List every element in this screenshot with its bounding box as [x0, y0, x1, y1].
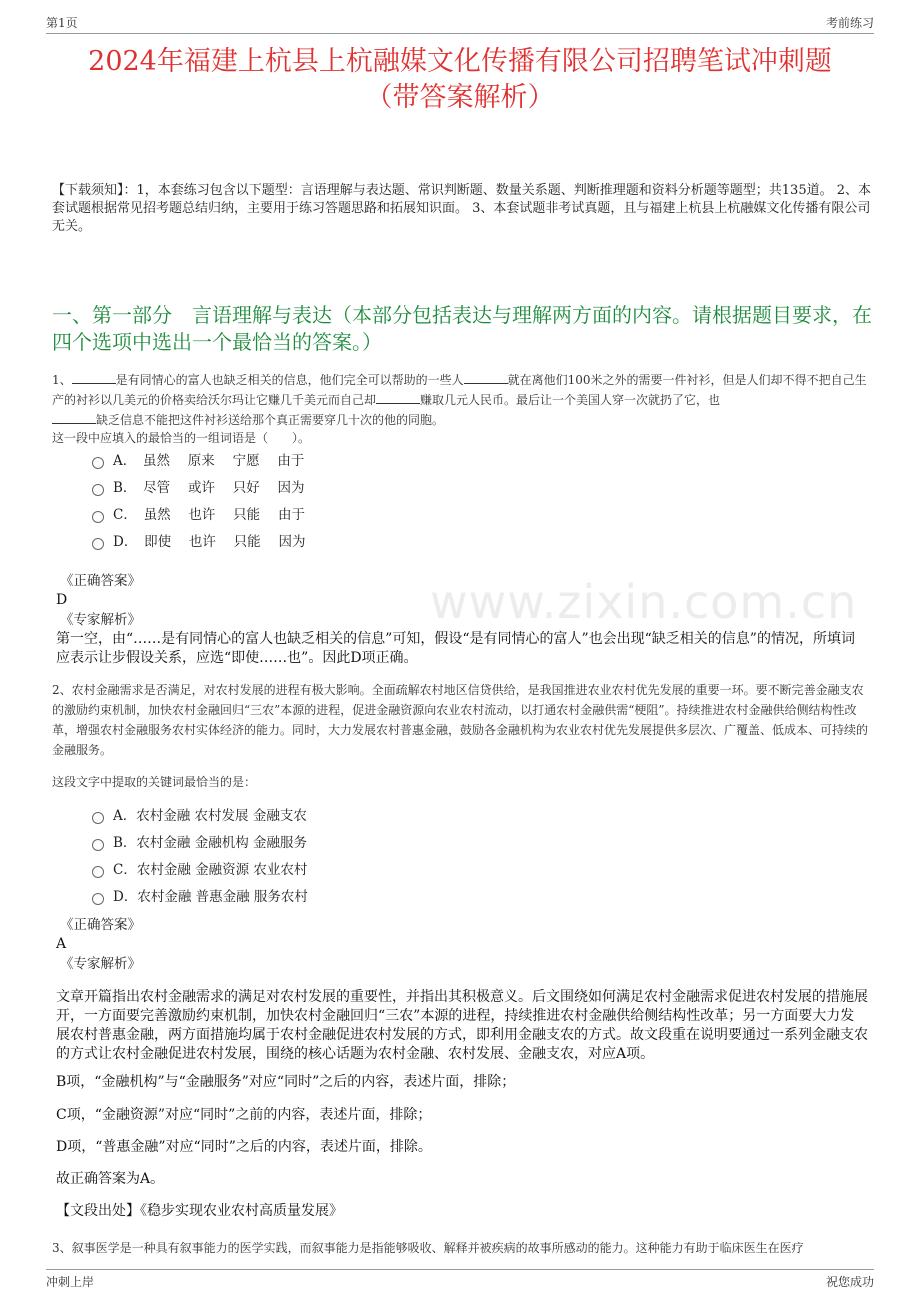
radio-button[interactable] [92, 511, 104, 523]
answer-value: A [56, 936, 67, 952]
footer-right: 祝您成功 [825, 1275, 874, 1289]
answer-label: 《正确答案》 [60, 917, 141, 933]
download-notice: 【下载须知】：1，本套练习包含以下题型：言语理解与表达题、常识判断题、数量关系题、判断推理题和资料分析题等题型；共135道。 2、本套试题根据常见招考题总结归纳，主要用于练习答题思路和拓展知识面。 3、本套试题非考试真题，且与福建上杭县上杭融媒文化传播有限公司无关。 [52, 183, 871, 234]
option-label: C． 虽然 也许 只能 由于 [113, 506, 305, 523]
header-divider [46, 33, 874, 34]
question-1-text [52, 370, 872, 430]
radio-button[interactable] [92, 893, 104, 905]
question-1-prompt: 这一段中应填入的最恰当的一组词语是（ ）。 [52, 431, 311, 445]
radio-button[interactable] [92, 484, 104, 496]
analysis-conclusion: 故正确答案为A。 [56, 1171, 165, 1187]
option-label: A． 虽然 原来 宁愿 由于 [113, 452, 305, 469]
option-a[interactable] [92, 447, 792, 474]
option-label: D． 即使 也许 只能 因为 [113, 533, 306, 550]
analysis-text: 第一空，由“……是有同情心的富人也缺乏相关的信息”可知，假设“是有同情心的富人”也会出现“缺乏相关的信息”的情况，所填词应表示让步假设关系，应选“即使……也”。因此D项正确。 [56, 631, 855, 666]
answer-label: 《正确答案》 [60, 573, 141, 589]
fill-blank [376, 392, 420, 404]
fill-blank [72, 372, 116, 384]
option-b[interactable] [92, 474, 792, 501]
title-line-2: （带答案解析） [365, 82, 555, 113]
option-c[interactable] [92, 501, 792, 528]
option-d[interactable] [92, 528, 792, 555]
watermark: www.zixin.com.cn [430, 575, 858, 629]
footer-divider [46, 1269, 874, 1270]
option-d[interactable] [92, 883, 792, 910]
analysis-label: 《专家解析》 [60, 612, 141, 628]
analysis-note-d: D项，“普惠金融”对应“同时”之后的内容，表述片面，排除。 [56, 1139, 432, 1155]
page-header [46, 14, 874, 34]
section-heading: 一、第一部分 言语理解与表达（本部分包括表达与理解两方面的内容。请根据题目要求，在四个选项中选出一个最恰当的答案。） [52, 303, 872, 354]
radio-button[interactable] [92, 839, 104, 851]
analysis-note-b: B项，“金融机构”与“金融服务”对应“同时”之后的内容，表述片面，排除； [56, 1074, 516, 1090]
question-3-text: 3、叙事医学是一种具有叙事能力的医学实践，而叙事能力是指能够吸收、解释并被疾病的故事所感动的能力。这种能力有助于临床医生在医疗 [52, 1241, 804, 1255]
fill-blank [52, 412, 96, 424]
footer-left: 冲刺上岸 [46, 1275, 95, 1289]
radio-button[interactable] [92, 457, 104, 469]
q1-part: 缺乏信息不能把这件衬衫送给那个真正需要穿几十次的他的同胞。 [96, 413, 445, 427]
q1-part: 赚取几元人民币。最后让一个美国人穿一次就扔了它，也 [420, 393, 721, 407]
radio-button[interactable] [92, 812, 104, 824]
page-number: 第1页 [46, 16, 78, 30]
fill-blank [464, 372, 508, 384]
radio-button[interactable] [92, 538, 104, 550]
radio-button[interactable] [92, 866, 104, 878]
answer-value: D [56, 592, 68, 608]
question-2-text: 2、农村金融需求是否满足，对农村发展的进程有极大影响。全面疏解农村地区信贷供给，是我国推进农业农村优先发展的重要一环。要不断完善金融支农的激励约束机制，加快农村金融回归“三农”本源的进程，促进金融资源向农业农村流动，以打通农村金融供需“梗阻”。持续推进农村金融供给侧结构性改革，增强农村金融服务农村实体经济的能力。同时，大力发展农村普惠金融，鼓励各金融机构为农业农村优先发展提供多层次、广覆盖、低成本、可持续的金融服务。 [52, 683, 869, 757]
question-2-prompt: 这段文字中提取的关键词最恰当的是： [52, 775, 257, 789]
analysis-text: 文章开篇指出农村金融需求的满足对农村发展的重要性，并指出其积极意义。后文围绕如何满足农村金融需求促进农村发展的措施展开，一方面要完善激励约束机制，加快农村金融回归“三农”本源的进程，持续推进农村金融供给侧结构性改革；另一方面要大力发展农村普惠金融，两方面措施均属于农村金融促进农村发展的方式，即利用金融支农的方式。故文段重在说明要通过一系列金融支农的方式让农村金融促进农村发展，围绕的核心话题为农村金融、农村发展、金融支农，对应A项。 [56, 989, 868, 1062]
question-1-options [92, 447, 792, 555]
title-line-1: 2024年福建上杭县上杭融媒文化传播有限公司招聘笔试冲刺题 [88, 46, 832, 77]
q1-number: 1、 [52, 373, 72, 387]
header-tag: 考前练习 [825, 16, 874, 30]
text-source: 【文段出处】《稳步实现农业农村高质量发展》 [56, 1203, 343, 1219]
option-b[interactable] [92, 829, 792, 856]
option-a[interactable] [92, 802, 792, 829]
analysis-label: 《专家解析》 [60, 956, 141, 972]
analysis-note-c: C项，“金融资源”对应“同时”之前的内容，表述片面，排除； [56, 1107, 432, 1123]
option-label: A．农村金融 农村发展 金融支农 [113, 807, 307, 824]
option-label: B．农村金融 金融机构 金融服务 [113, 834, 308, 851]
option-label: B． 尽管 或许 只好 因为 [113, 479, 305, 496]
document-title [40, 44, 880, 116]
q1-part: 是有同情心的富人也缺乏相关的信息，他们完全可以帮助的一些人 [115, 373, 464, 387]
option-label: C．农村金融 金融资源 农业农村 [113, 861, 308, 878]
question-2-options [92, 802, 792, 910]
q1-part: 就在离他们100米之外的需要一件衬衫，但是人们却不得不把自己生产的衬衫以几美元的价格卖给沃尔玛让它赚几千美元而自己却 [52, 373, 867, 407]
page-footer [46, 1273, 874, 1293]
option-label: D．农村金融 普惠金融 服务农村 [113, 888, 308, 905]
option-c[interactable] [92, 856, 792, 883]
